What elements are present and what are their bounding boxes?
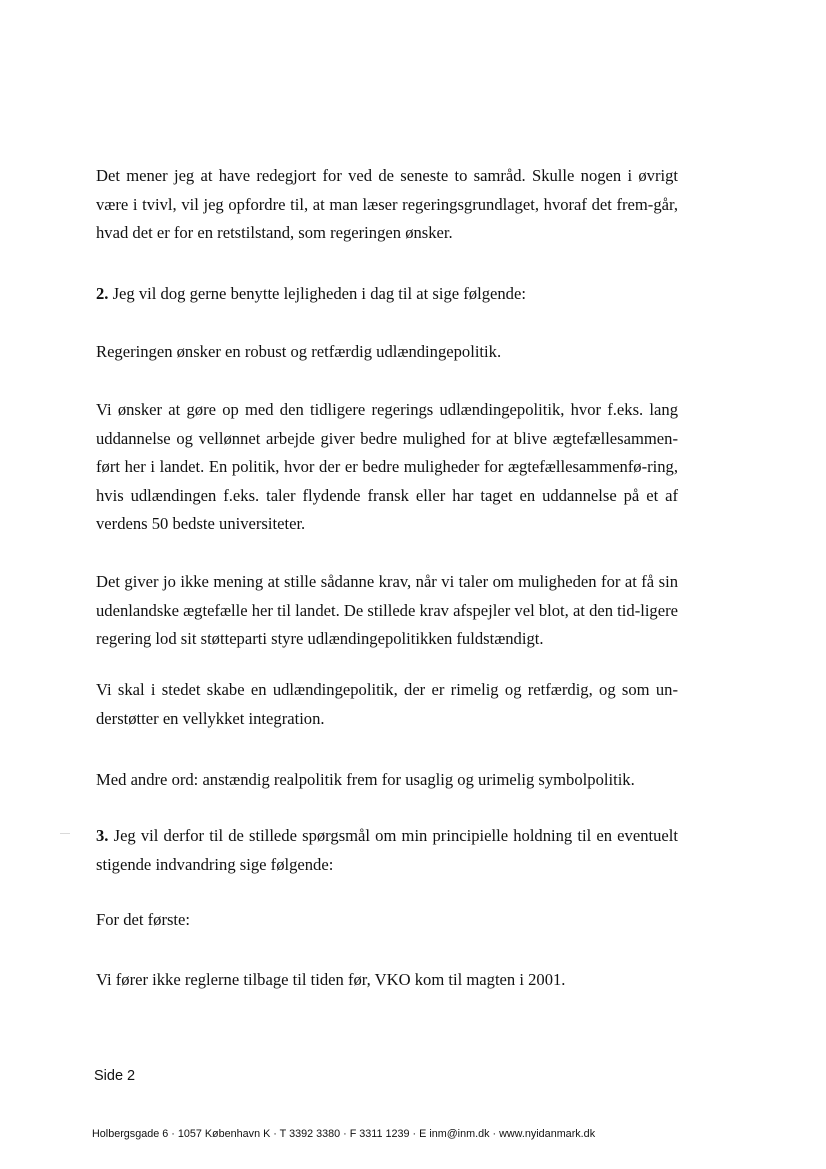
paragraph-text: Det mener jeg at have redegjort for ved de seneste to samråd. Skulle nogen i øvrigt være i tvivl, vil jeg opfordre til, at man læser regeringsgrundlaget, hvoraf det frem-går, hvad det er for en retstilstand, som regeringen ønsker. (96, 166, 678, 242)
paragraph-realpolitik (96, 766, 678, 795)
paragraph-requirements (96, 568, 678, 654)
paragraph-text: Vi fører ikke reglerne tilbage til tiden før, VKO kom til magten i 2001. (96, 970, 566, 989)
paragraph-samraad (96, 162, 678, 248)
footer-address: Holbergsgade 6 · 1057 København K · T 3392 3380 · F 3311 1239 · E inm@inm.dk · www.nyidanmark.dk (92, 1128, 596, 1140)
paragraph-first (96, 906, 678, 935)
section-number: 3. (96, 826, 109, 845)
paragraph-text: Regeringen ønsker en robust og retfærdig udlændingepolitik. (96, 342, 502, 361)
page-number: Side 2 (94, 1068, 136, 1084)
paragraph-text: Jeg vil dog gerne benytte lejligheden i dag til at sige følgende: (108, 284, 526, 303)
paragraph-text: Vi ønsker at gøre op med den tidligere regerings udlændingepolitik, hvor f.eks. lang uddannelse og vellønnet arbejde giver bedre mulighed for at blive ægtefællesammen-ført her i landet. En politik, hvor der er bedre muligheder for ægtefællesammenfø-ring, hvis udlændingen f.eks. taler flydende fransk eller har taget en uddannelse på et af verdens 50 bedste universiteter. (96, 400, 678, 533)
paragraph-text: Jeg vil derfor til de stillede spørgsmål om min principielle holdning til en eventuelt stigende indvandring sige følgende: (96, 826, 678, 874)
paragraph-previous-policy (96, 396, 678, 539)
paragraph-text: Med andre ord: anstændig realpolitik frem for usaglig og urimelig symbolpolitik. (96, 770, 635, 789)
paragraph-robust-policy (96, 338, 678, 367)
paragraph-point-2 (96, 280, 678, 309)
paragraph-point-3 (96, 822, 678, 879)
paragraph-text: Det giver jo ikke mening at stille sådanne krav, når vi taler om muligheden for at få sin udenlandske ægtefælle her til landet. De stillede krav afspejler vel blot, at den tid-ligere regering lod sit støtteparti styre udlændingepolitikken fuldstændigt. (96, 572, 678, 648)
paragraph-text: For det første: (96, 910, 191, 929)
paragraph-integration (96, 676, 678, 733)
paragraph-text: Vi skal i stedet skabe en udlændingepolitik, der er rimelig og retfærdig, og som un-derstøtter en vellykket integration. (96, 680, 678, 728)
scan-artifact (60, 833, 70, 834)
section-number: 2. (96, 284, 109, 303)
paragraph-vko (96, 966, 678, 995)
